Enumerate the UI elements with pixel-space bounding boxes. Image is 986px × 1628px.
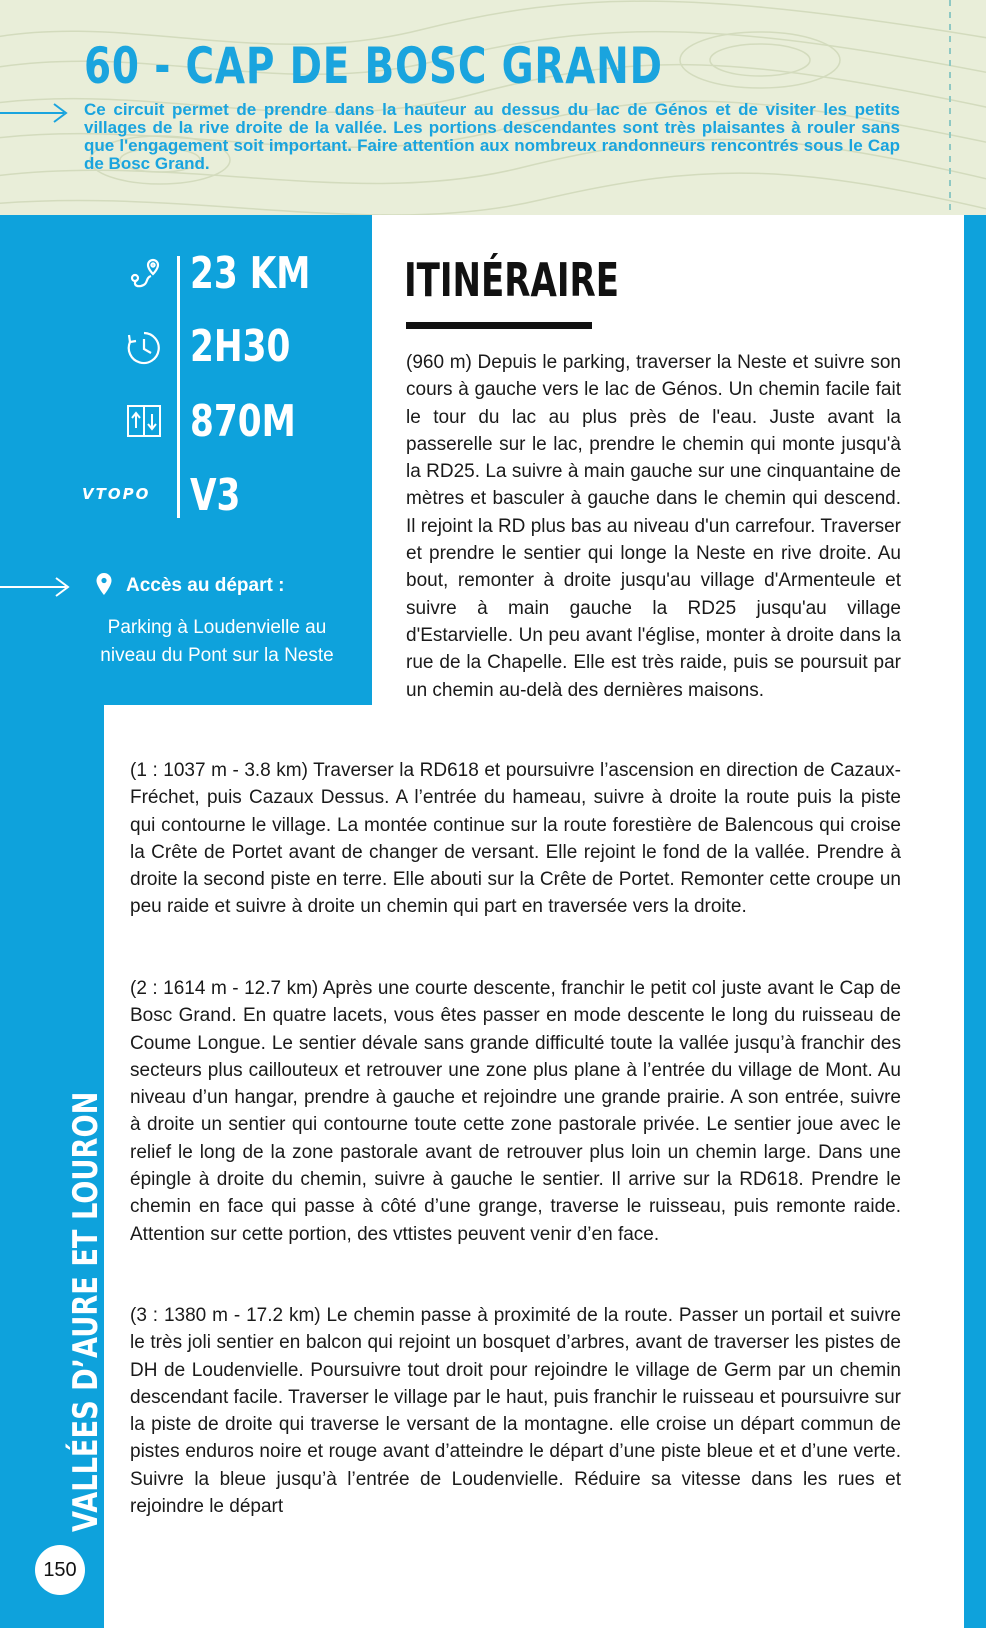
stats-divider	[177, 256, 180, 518]
region-vertical-title: VALLÉES D’AURE ET LOURON	[66, 1091, 106, 1532]
elevation-value: 870M	[190, 396, 296, 447]
duration-value: 2H30	[190, 321, 291, 372]
location-pin-icon	[95, 572, 113, 596]
page-title: 60 - CAP DE BOSC GRAND	[84, 37, 663, 95]
arrow-right-icon	[0, 574, 72, 600]
itinerary-heading: ITINÉRAIRE	[404, 253, 619, 307]
itinerary-paragraph: (960 m) Depuis le parking, traverser la Neste et suivre son cours à gauche vers le lac de Génos. Un chemin facile fait le tour du lac au plus près de l'eau. Juste avant la passerelle sur le lac, prendre le chemin qui monte jusqu'à la RD25. La suivre à main gauche sur une cinquantaine de mètres et basculer à gauche dans le chemin qui descend. Il rejoint la RD plus bas au niveau d'un carrefour. Traverser et prendre le sentier qui longe la Neste en rive droite. Au bout, remonter à droite jusqu'au village d'Armenteule et suivre à main gauche la RD25 jusqu'au village d'Estarvielle. Un peu avant l'église, monter à droite dans la rue de la Chapelle. Elle est très raide, puis se poursuit par un chemin au-delà des dernières maisons.	[406, 352, 901, 701]
heading-underline	[406, 322, 592, 329]
difficulty-value: V3	[190, 470, 241, 521]
access-label: Accès au départ :	[126, 575, 285, 596]
itinerary-paragraph: (2 : 1614 m - 12.7 km) Après une courte descente, franchir le petit col juste avant le Cap de Bosc Grand. En quatre lacets, vous êtes passer en mode descente le long du ruisseau de Coume Longue. Le sentier dévale sans grande difficulté toute la vallée jusqu’à franchir des secteurs plus caillouteux et retrouver une zone plus plane à l’entrée du village de Mont. Au niveau d’un hangar, prendre à gauche et rejoindre une grande prairie. A son entrée, suivre à droite un sentier qui contourne toute cette zone pastorale privée. Le sentier joue avec le relief le long de la zone pastorale avant de retrouver plus loin un chemin large. Dans une épingle à droite du chemin, suivre à gauche le sentier. Il arrive sur la RD618. Prendre le chemin en face qui passe à côté d’une grange, traverse le ruisseau, puis remonte raide. Attention sur cette portion, des vttistes peuvent venir d’en face.	[130, 978, 901, 1245]
right-edge-band	[964, 215, 986, 1628]
header-band	[0, 0, 986, 215]
clock-icon	[125, 329, 163, 367]
route-pin-icon	[127, 256, 161, 292]
arrow-right-icon	[0, 101, 70, 125]
page-number: 150	[35, 1545, 85, 1595]
vtopo-logo: VTOPO	[82, 485, 151, 503]
access-text: Parking à Loudenvielle au niveau du Pont sur la Neste	[100, 617, 334, 666]
elevation-arrows-icon	[126, 404, 162, 438]
itinerary-paragraph: (1 : 1037 m - 3.8 km) Traverser la RD618 et poursuivre l’ascension en direction de Cazaux-Fréchet, puis Cazaux Dessus. A l’entrée du hameau, suivre à droite la route puis la piste qui contourne le village. La montée continue sur la route forestière de Balencous qui croise la Crête de Portet avant de changer de versant. Elle rejoint le fond de la vallée. Prendre à droite la second piste en terre. Elle abouti sur la Crête de Portet. Remonter cette croupe un peu raide et suivre à droite un chemin qui part en traversée vers la droite.	[130, 760, 901, 918]
distance-value: 23 KM	[190, 248, 311, 299]
intro-text: Ce circuit permet de prendre dans la hauteur au dessus du lac de Génos et de visiter les petits villages de la rive droite de la vallée. Les portions descendantes sont très plaisantes à rouler sans que l'engagement soit important. Faire attention aux nombreux randonneurs rencontrés sous le Cap de Bosc Grand.	[84, 100, 900, 173]
itinerary-paragraph: (3 : 1380 m - 17.2 km) Le chemin passe à proximité de la route. Passer un portail et suivre le très joli sentier en balcon qui rejoint un bosquet d’arbres, avant de traverser les pistes de DH de Loudenvielle. Poursuivre tout droit pour rejoindre le village de Germ par un chemin descendant facile. Traverser le village par le haut, puis franchir le ruisseau et poursuivre sur la piste de droite qui traverse le versant de la montagne. elle croise un départ commun de pistes enduros noire et rouge avant d’atteindre le départ d’une piste bleue et et d’une verte. Suivre la bleue jusqu’à l’entrée de Loudenvielle. Réduire sa vitesse dans les rues et rejoindre le départ	[130, 1305, 901, 1518]
